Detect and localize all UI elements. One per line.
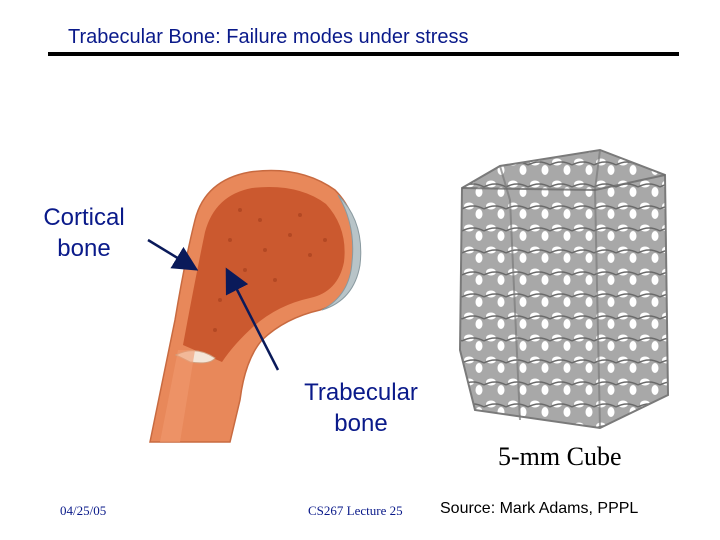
cortical-bone-label: Cortical bone <box>43 204 125 262</box>
cube-caption: 5-mm Cube <box>498 442 622 471</box>
cortical-arrow <box>148 240 194 268</box>
slide-title: Trabecular Bone: Failure modes under stress <box>68 26 469 48</box>
footer-lecture: CS267 Lecture 25 <box>308 503 403 518</box>
trabecular-bone-label: Trabecular bone <box>304 379 418 437</box>
footer-source: Source: Mark Adams, PPPL <box>440 500 639 517</box>
trabecular-arrow <box>228 272 278 370</box>
footer-date: 04/25/05 <box>60 503 107 518</box>
